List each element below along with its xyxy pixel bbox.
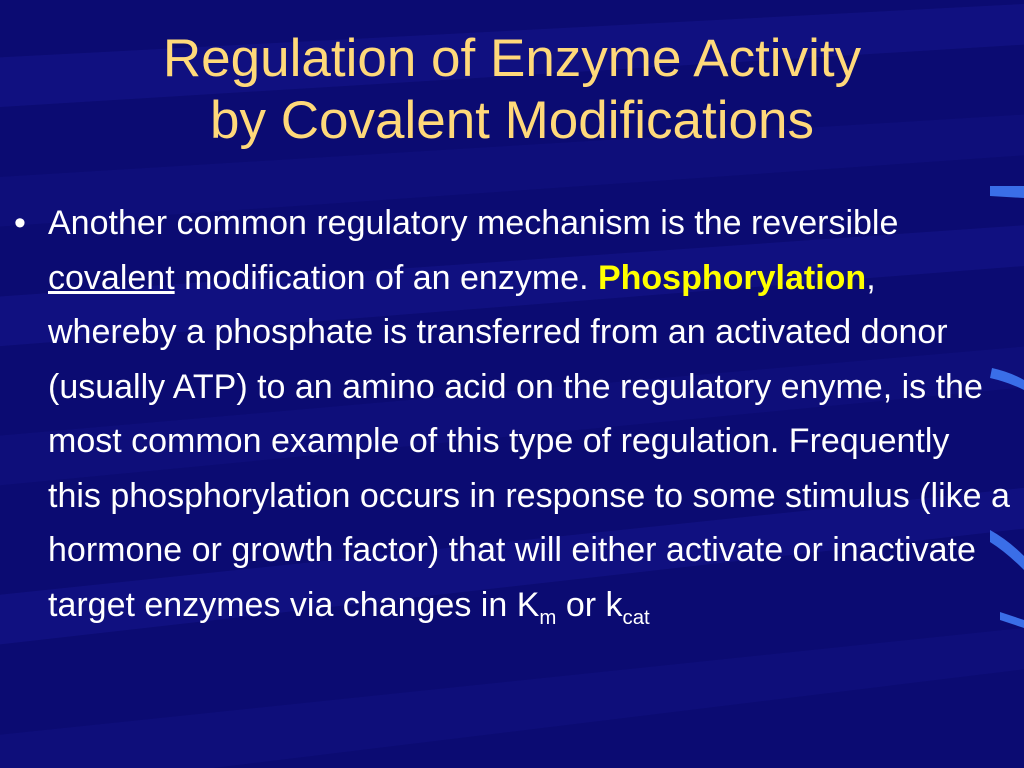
text-segment-3: , whereby a phosphate is transferred from an activated donor (usually ATP) to an amino acid on the regulatory enyme, is the most common example of this type of regulation. Frequently this phosphorylation occurs in response to some stimulus (like a hormone or growth factor) that will either activate or inactivate target enzymes via changes in K: [48, 258, 1010, 624]
text-segment-1: Another common regulatory mechanism is the reversible: [48, 204, 899, 242]
bullet-icon: •: [14, 204, 26, 242]
text-segment-4: or k: [556, 585, 623, 624]
slide-title: [0, 28, 1024, 152]
highlighted-term: Phosphorylation: [597, 258, 867, 297]
bullet-item: [14, 196, 1014, 645]
slide-body: [14, 196, 1014, 645]
subscript-m: m: [539, 606, 557, 629]
text-segment-2: modification of an enzyme.: [174, 258, 598, 297]
title-line-2: by Covalent Modifications: [210, 91, 814, 150]
underlined-term: covalent: [48, 258, 175, 297]
bullet-text: [48, 196, 1014, 645]
subscript-cat: cat: [622, 606, 650, 629]
title-line-1: Regulation of Enzyme Activity: [162, 29, 862, 88]
